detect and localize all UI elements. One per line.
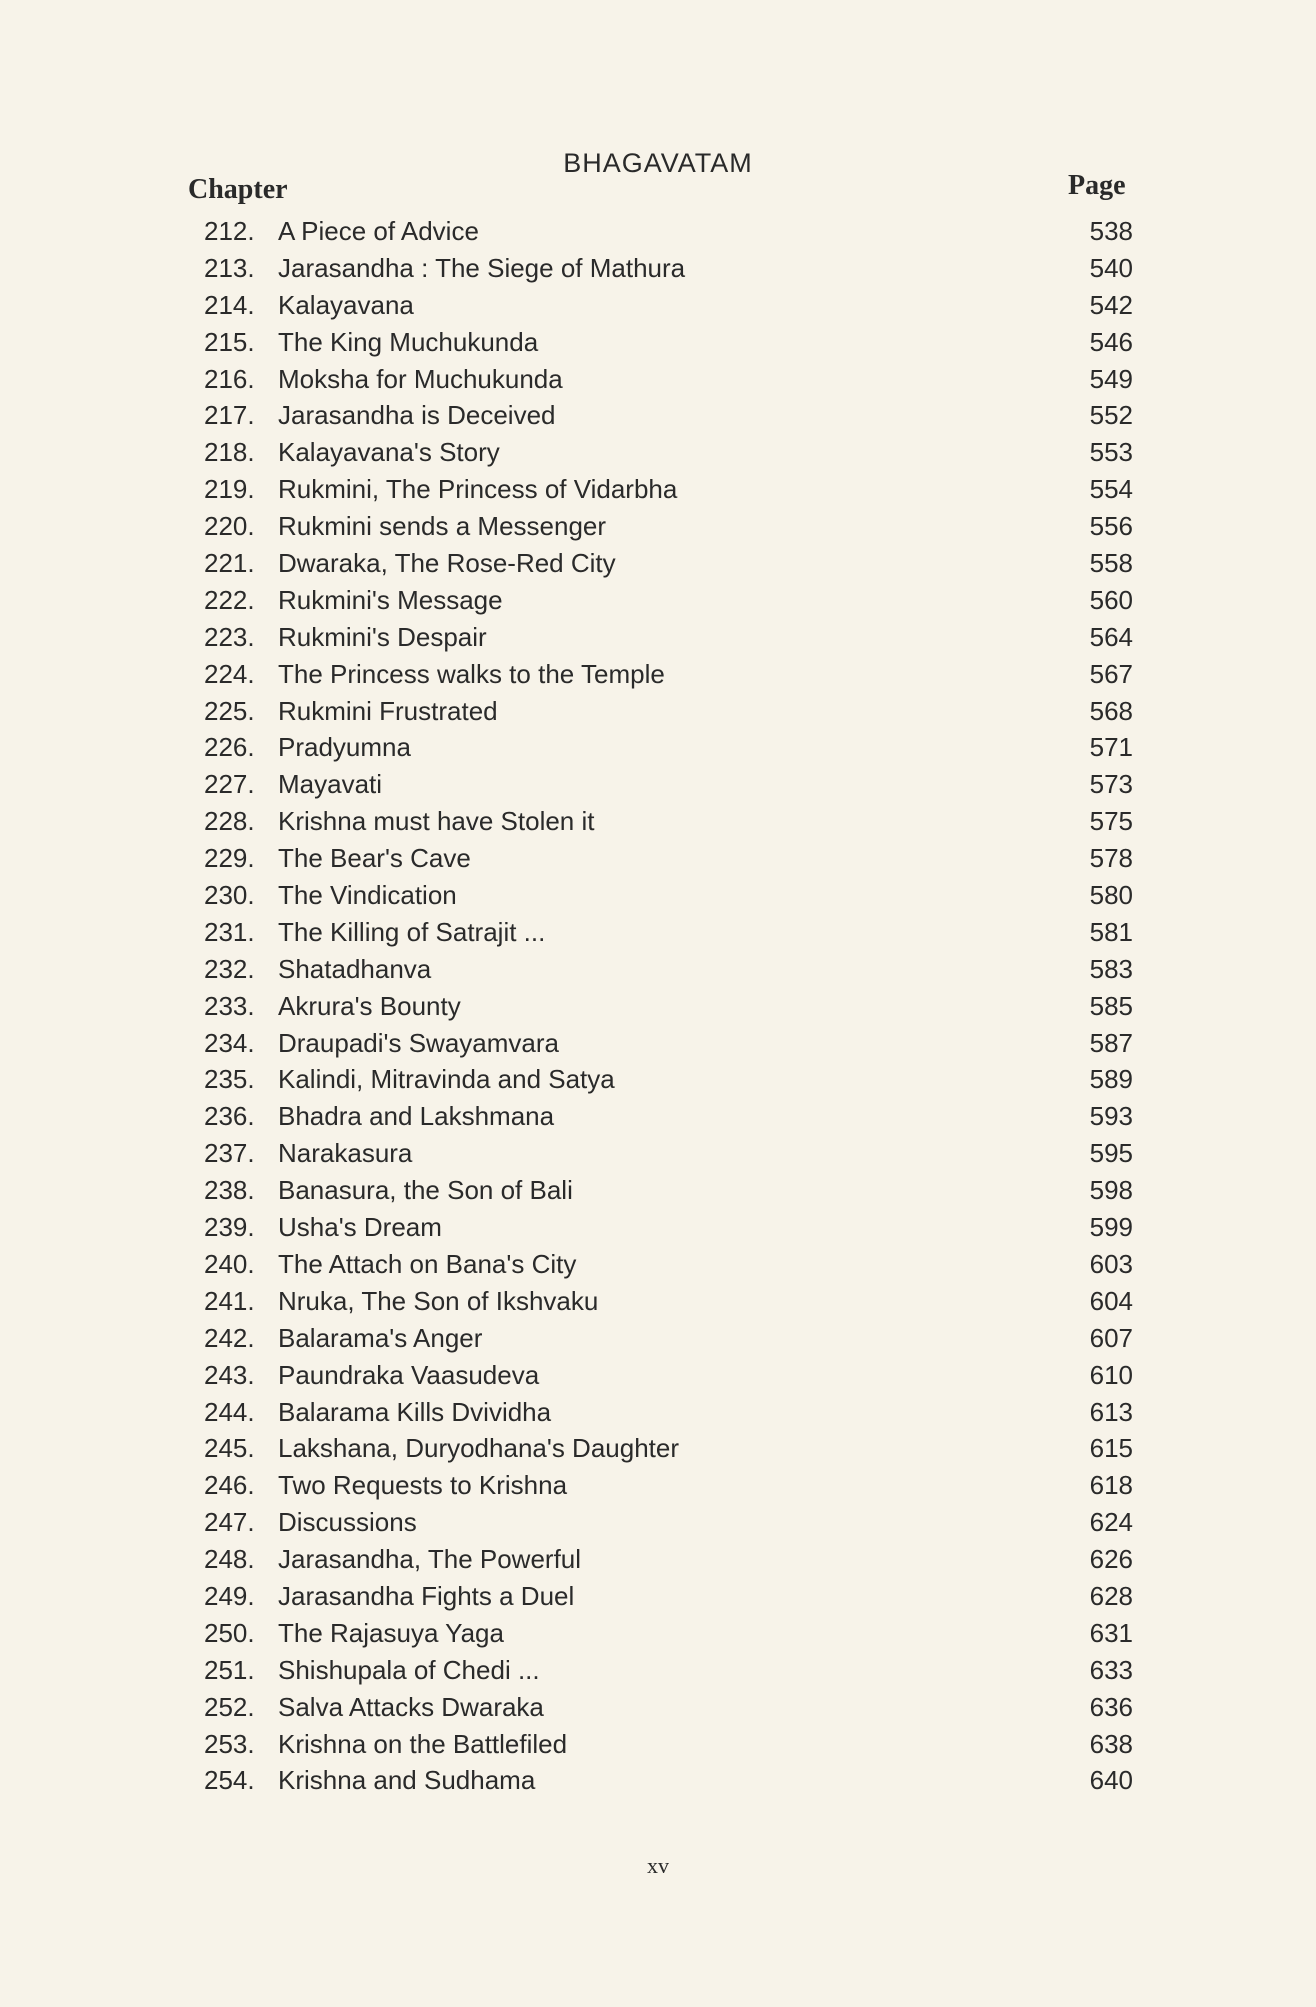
- chapter-page: 640: [1089, 1765, 1133, 1796]
- chapter-number: 221.: [204, 548, 255, 579]
- chapter-page: 615: [1089, 1433, 1133, 1464]
- chapter-page: 589: [1089, 1064, 1133, 1095]
- chapter-page: 613: [1089, 1396, 1133, 1427]
- chapter-number: 230.: [204, 880, 255, 911]
- chapter-title: Kalayavana's Story: [278, 437, 500, 468]
- chapter-number: 253.: [204, 1728, 255, 1759]
- toc-row: [0, 1725, 1316, 1762]
- toc-row: [0, 692, 1316, 729]
- toc-row: [0, 360, 1316, 397]
- chapter-number: 222.: [204, 584, 255, 615]
- chapter-page: 624: [1089, 1507, 1133, 1538]
- chapter-number: 225.: [204, 695, 255, 726]
- chapter-title: Balarama's Anger: [278, 1322, 483, 1353]
- chapter-title: Draupadi's Swayamvara: [278, 1027, 559, 1058]
- toc-row: [0, 765, 1316, 802]
- chapter-page: 628: [1089, 1580, 1133, 1611]
- chapter-title: Rukmini, The Princess of Vidarbha: [278, 474, 678, 505]
- chapter-page: 638: [1089, 1728, 1133, 1759]
- toc-row: [0, 950, 1316, 987]
- chapter-page: 598: [1089, 1175, 1133, 1206]
- chapter-page: 593: [1089, 1101, 1133, 1132]
- toc-row: [0, 618, 1316, 655]
- toc-row: [0, 249, 1316, 286]
- chapter-title: The Attach on Bana's City: [278, 1248, 577, 1279]
- chapter-page: 564: [1089, 621, 1133, 652]
- toc-row: [0, 1688, 1316, 1725]
- chapter-page: 610: [1089, 1359, 1133, 1390]
- chapter-title: Bhadra and Lakshmana: [278, 1101, 555, 1132]
- chapter-title: The Vindication: [278, 880, 457, 911]
- toc-row: [0, 839, 1316, 876]
- toc-row: [0, 1319, 1316, 1356]
- chapter-title: Discussions: [278, 1507, 417, 1538]
- chapter-title: Nruka, The Son of Ikshvaku: [278, 1285, 599, 1316]
- chapter-number: 237.: [204, 1138, 255, 1169]
- chapter-title: Mayavati: [278, 769, 383, 800]
- chapter-title: Dwaraka, The Rose-Red City: [278, 548, 616, 579]
- chapter-number: 231.: [204, 916, 255, 947]
- chapter-title: The Rajasuya Yaga: [278, 1617, 504, 1648]
- chapter-title: Pradyumna: [278, 732, 411, 763]
- chapter-number: 238.: [204, 1175, 255, 1206]
- chapter-title: Shishupala of Chedi ...: [278, 1654, 540, 1685]
- running-title: BHAGAVATAM: [563, 148, 753, 178]
- chapter-title: Rukmini sends a Messenger: [278, 511, 607, 542]
- toc-row: [0, 1614, 1316, 1651]
- chapter-title: The King Muchukunda: [278, 326, 539, 357]
- chapter-title: Rukmini Frustrated: [278, 695, 498, 726]
- toc-row: [0, 1282, 1316, 1319]
- toc-row: [0, 544, 1316, 581]
- toc-row: [0, 1577, 1316, 1614]
- chapter-number: 233.: [204, 990, 255, 1021]
- chapter-title: A Piece of Advice: [278, 216, 479, 246]
- toc-row: [0, 987, 1316, 1024]
- chapter-page: 607: [1089, 1322, 1133, 1353]
- toc-row: [0, 1134, 1316, 1171]
- chapter-title: Jarasandha, The Powerful: [278, 1544, 582, 1575]
- chapter-page: 540: [1089, 252, 1133, 283]
- chapter-number: 220.: [204, 511, 255, 542]
- chapter-page: 556: [1089, 511, 1133, 542]
- chapter-number: 243.: [204, 1359, 255, 1390]
- chapter-number: 224.: [204, 658, 255, 689]
- chapter-title: Banasura, the Son of Bali: [278, 1175, 573, 1206]
- chapter-number: 252.: [204, 1691, 255, 1722]
- chapter-number: 249.: [204, 1580, 255, 1611]
- chapter-page: 567: [1089, 658, 1133, 689]
- chapter-title: The Princess walks to the Temple: [278, 658, 665, 689]
- chapter-title: Narakasura: [278, 1138, 413, 1169]
- chapter-title: Balarama Kills Dvividha: [278, 1396, 552, 1427]
- chapter-title: Two Requests to Krishna: [278, 1470, 568, 1501]
- chapter-page: 580: [1089, 880, 1133, 911]
- chapter-number: 217.: [204, 400, 255, 431]
- toc-row: [0, 1393, 1316, 1430]
- toc-row: [0, 470, 1316, 507]
- chapter-title: Kalayavana: [278, 289, 414, 320]
- page-number: xv: [647, 1853, 669, 1878]
- chapter-title: The Bear's Cave: [278, 843, 471, 874]
- chapter-page: 554: [1089, 474, 1133, 505]
- chapter-title: Jarasandha is Deceived: [278, 400, 556, 431]
- chapter-page: 636: [1089, 1691, 1133, 1722]
- toc-row: [0, 1651, 1316, 1688]
- chapter-number: 228.: [204, 806, 255, 837]
- chapter-number: 232.: [204, 953, 255, 984]
- chapter-page: 578: [1089, 843, 1133, 874]
- toc-row: [0, 581, 1316, 618]
- chapter-title: Jarasandha : The Siege of Mathura: [278, 252, 686, 283]
- chapter-title: The Killing of Satrajit ...: [278, 916, 546, 947]
- chapter-page: 552: [1089, 400, 1133, 431]
- chapter-page: 571: [1089, 732, 1133, 763]
- toc-row: [0, 1761, 1316, 1798]
- chapter-number: 250.: [204, 1617, 255, 1648]
- chapter-number: 242.: [204, 1322, 255, 1353]
- toc-row: [0, 802, 1316, 839]
- toc-row: [0, 1208, 1316, 1245]
- chapter-page: 581: [1089, 916, 1133, 947]
- toc-row: [0, 1171, 1316, 1208]
- chapter-page: 626: [1089, 1544, 1133, 1575]
- chapter-title: Krishna must have Stolen it: [278, 806, 595, 837]
- toc-row: [0, 507, 1316, 544]
- chapter-number: 218.: [204, 437, 255, 468]
- chapter-page: 575: [1089, 806, 1133, 837]
- chapter-number: 215.: [204, 326, 255, 357]
- chapter-page: 583: [1089, 953, 1133, 984]
- chapter-number: 229.: [204, 843, 255, 874]
- toc-row: [0, 1024, 1316, 1061]
- chapter-number: 226.: [204, 732, 255, 763]
- chapter-page: 538: [1089, 216, 1133, 246]
- chapter-column-label: Chapter: [188, 174, 288, 205]
- chapter-number: 214.: [204, 289, 255, 320]
- toc-row: [0, 1097, 1316, 1134]
- chapter-number: 251.: [204, 1654, 255, 1685]
- chapter-page: 587: [1089, 1027, 1133, 1058]
- chapter-page: 618: [1089, 1470, 1133, 1501]
- chapter-page: 604: [1089, 1285, 1133, 1316]
- chapter-number: 254.: [204, 1765, 255, 1796]
- chapter-number: 248.: [204, 1544, 255, 1575]
- chapter-page: 546: [1089, 326, 1133, 357]
- chapter-number: 240.: [204, 1248, 255, 1279]
- toc-row: [0, 1356, 1316, 1393]
- chapter-page: 633: [1089, 1654, 1133, 1685]
- chapter-page: 568: [1089, 695, 1133, 726]
- chapter-title: Kalindi, Mitravinda and Satya: [278, 1064, 615, 1095]
- chapter-title: Lakshana, Duryodhana's Daughter: [278, 1433, 680, 1464]
- chapter-title: Paundraka Vaasudeva: [278, 1359, 540, 1390]
- page-column-label: Page: [1068, 170, 1126, 201]
- chapter-number: 244.: [204, 1396, 255, 1427]
- chapter-title: Usha's Dream: [278, 1212, 442, 1243]
- chapter-number: 216.: [204, 363, 255, 394]
- chapter-number: 245.: [204, 1433, 255, 1464]
- chapter-number: 213.: [204, 252, 255, 283]
- toc-row: [0, 212, 1316, 249]
- chapter-number: 223.: [204, 621, 255, 652]
- chapter-title: Krishna on the Battlefiled: [278, 1728, 568, 1759]
- chapter-number: 241.: [204, 1285, 255, 1316]
- chapter-number: 212.: [204, 216, 255, 246]
- chapter-page: 599: [1089, 1212, 1133, 1243]
- chapter-page: 558: [1089, 548, 1133, 579]
- toc-row: [0, 323, 1316, 360]
- chapter-title: Salva Attacks Dwaraka: [278, 1691, 544, 1722]
- chapter-title: Rukmini's Despair: [278, 621, 487, 652]
- toc-row: [0, 728, 1316, 765]
- chapter-page: 553: [1089, 437, 1133, 468]
- chapter-page: 542: [1089, 289, 1133, 320]
- chapter-page: 595: [1089, 1138, 1133, 1169]
- chapter-title: Moksha for Muchukunda: [278, 363, 563, 394]
- chapter-page: 573: [1089, 769, 1133, 800]
- chapter-title: Shatadhanva: [278, 953, 432, 984]
- chapter-number: 236.: [204, 1101, 255, 1132]
- chapter-number: 247.: [204, 1507, 255, 1538]
- chapter-number: 246.: [204, 1470, 255, 1501]
- chapter-title: Krishna and Sudhama: [278, 1765, 536, 1796]
- chapter-number: 234.: [204, 1027, 255, 1058]
- toc-row: [0, 1503, 1316, 1540]
- toc-row: [0, 286, 1316, 323]
- chapter-number: 239.: [204, 1212, 255, 1243]
- toc-row: [0, 1466, 1316, 1503]
- toc-row: [0, 913, 1316, 950]
- chapter-page: 549: [1089, 363, 1133, 394]
- chapter-title: Rukmini's Message: [278, 584, 503, 615]
- chapter-page: 631: [1089, 1617, 1133, 1648]
- chapter-title: Akrura's Bounty: [278, 990, 461, 1021]
- toc-row: [0, 876, 1316, 913]
- chapter-number: 227.: [204, 769, 255, 800]
- chapter-page: 603: [1089, 1248, 1133, 1279]
- chapter-page: 560: [1089, 584, 1133, 615]
- toc-row: [0, 1245, 1316, 1282]
- toc-row: [0, 396, 1316, 433]
- chapter-page: 585: [1089, 990, 1133, 1021]
- chapter-number: 219.: [204, 474, 255, 505]
- chapter-number: 235.: [204, 1064, 255, 1095]
- chapter-title: Jarasandha Fights a Duel: [278, 1580, 575, 1611]
- table-of-contents: [0, 212, 1316, 1798]
- toc-row: [0, 433, 1316, 470]
- toc-row: [0, 1429, 1316, 1466]
- toc-row: [0, 655, 1316, 692]
- toc-row: [0, 1540, 1316, 1577]
- toc-row: [0, 1060, 1316, 1097]
